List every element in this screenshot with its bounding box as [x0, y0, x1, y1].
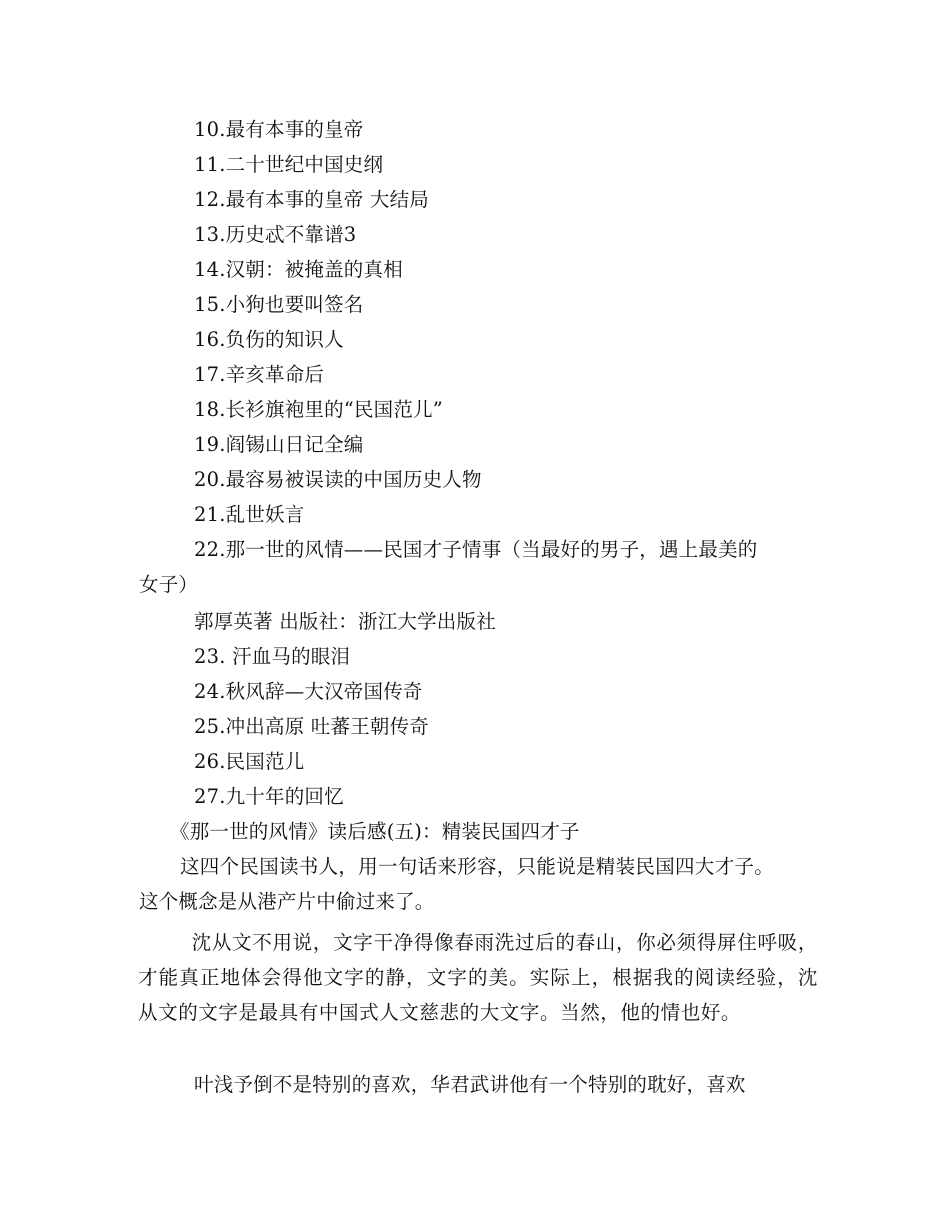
list-item: 26.民国范儿 — [194, 750, 305, 773]
list-item: 10.最有本事的皇帝 — [194, 118, 364, 141]
paragraph-3: 叶浅予倒不是特别的喜欢，华君武讲他有一个特别的耽好，喜欢 — [194, 1073, 746, 1096]
list-item: 27.九十年的回忆 — [194, 785, 344, 808]
list-item-22-line2: 女子） — [139, 573, 199, 596]
list-item: 24.秋风辞—大汉帝国传奇 — [194, 680, 423, 703]
list-item: 13.历史忒不靠谱3 — [194, 223, 357, 246]
paragraph-1-line2: 这个概念是从港产片中偷过来了。 — [139, 890, 435, 913]
list-item-22-line1: 22.那一世的风情——民国才子情事（当最好的男子，遇上最美的 — [194, 538, 758, 561]
list-item: 23. 汗血马的眼泪 — [194, 645, 351, 668]
list-item: 18.长衫旗袍里的“民国范儿” — [194, 398, 443, 421]
list-item: 14.汉朝：被掩盖的真相 — [194, 258, 403, 281]
list-item: 19.阎锡山日记全编 — [194, 433, 364, 456]
paragraph-2: 沈从文不用说，文字干净得像春雨洗过后的春山，你必须得屏住呼吸，才能真正地体会得他文字的静，文字的美。实际上，根据我的阅读经验，沈从文的文字是最具有中国式人文慈悲的大文字。当然，他的情也好。 — [138, 931, 818, 1024]
list-item: 17.辛亥革命后 — [194, 363, 325, 386]
list-item: 11.二十世纪中国史纲 — [194, 153, 384, 176]
publisher-line: 郭厚英著 出版社：浙江大学出版社 — [194, 610, 496, 633]
list-item: 25.冲出高原 吐蕃王朝传奇 — [194, 715, 430, 738]
list-item: 12.最有本事的皇帝 大结局 — [194, 188, 430, 211]
list-item: 15.小狗也要叫签名 — [194, 293, 364, 316]
list-item: 16.负伤的知识人 — [194, 328, 344, 351]
section-heading: 《那一世的风情》读后感(五)：精装民国四才子 — [170, 820, 580, 843]
list-item: 20.最容易被误读的中国历史人物 — [194, 468, 482, 491]
list-item: 21.乱世妖言 — [194, 503, 305, 526]
paragraph-1-line1: 这四个民国读书人，用一句话来形容，只能说是精装民国四大才子。 — [180, 855, 775, 878]
